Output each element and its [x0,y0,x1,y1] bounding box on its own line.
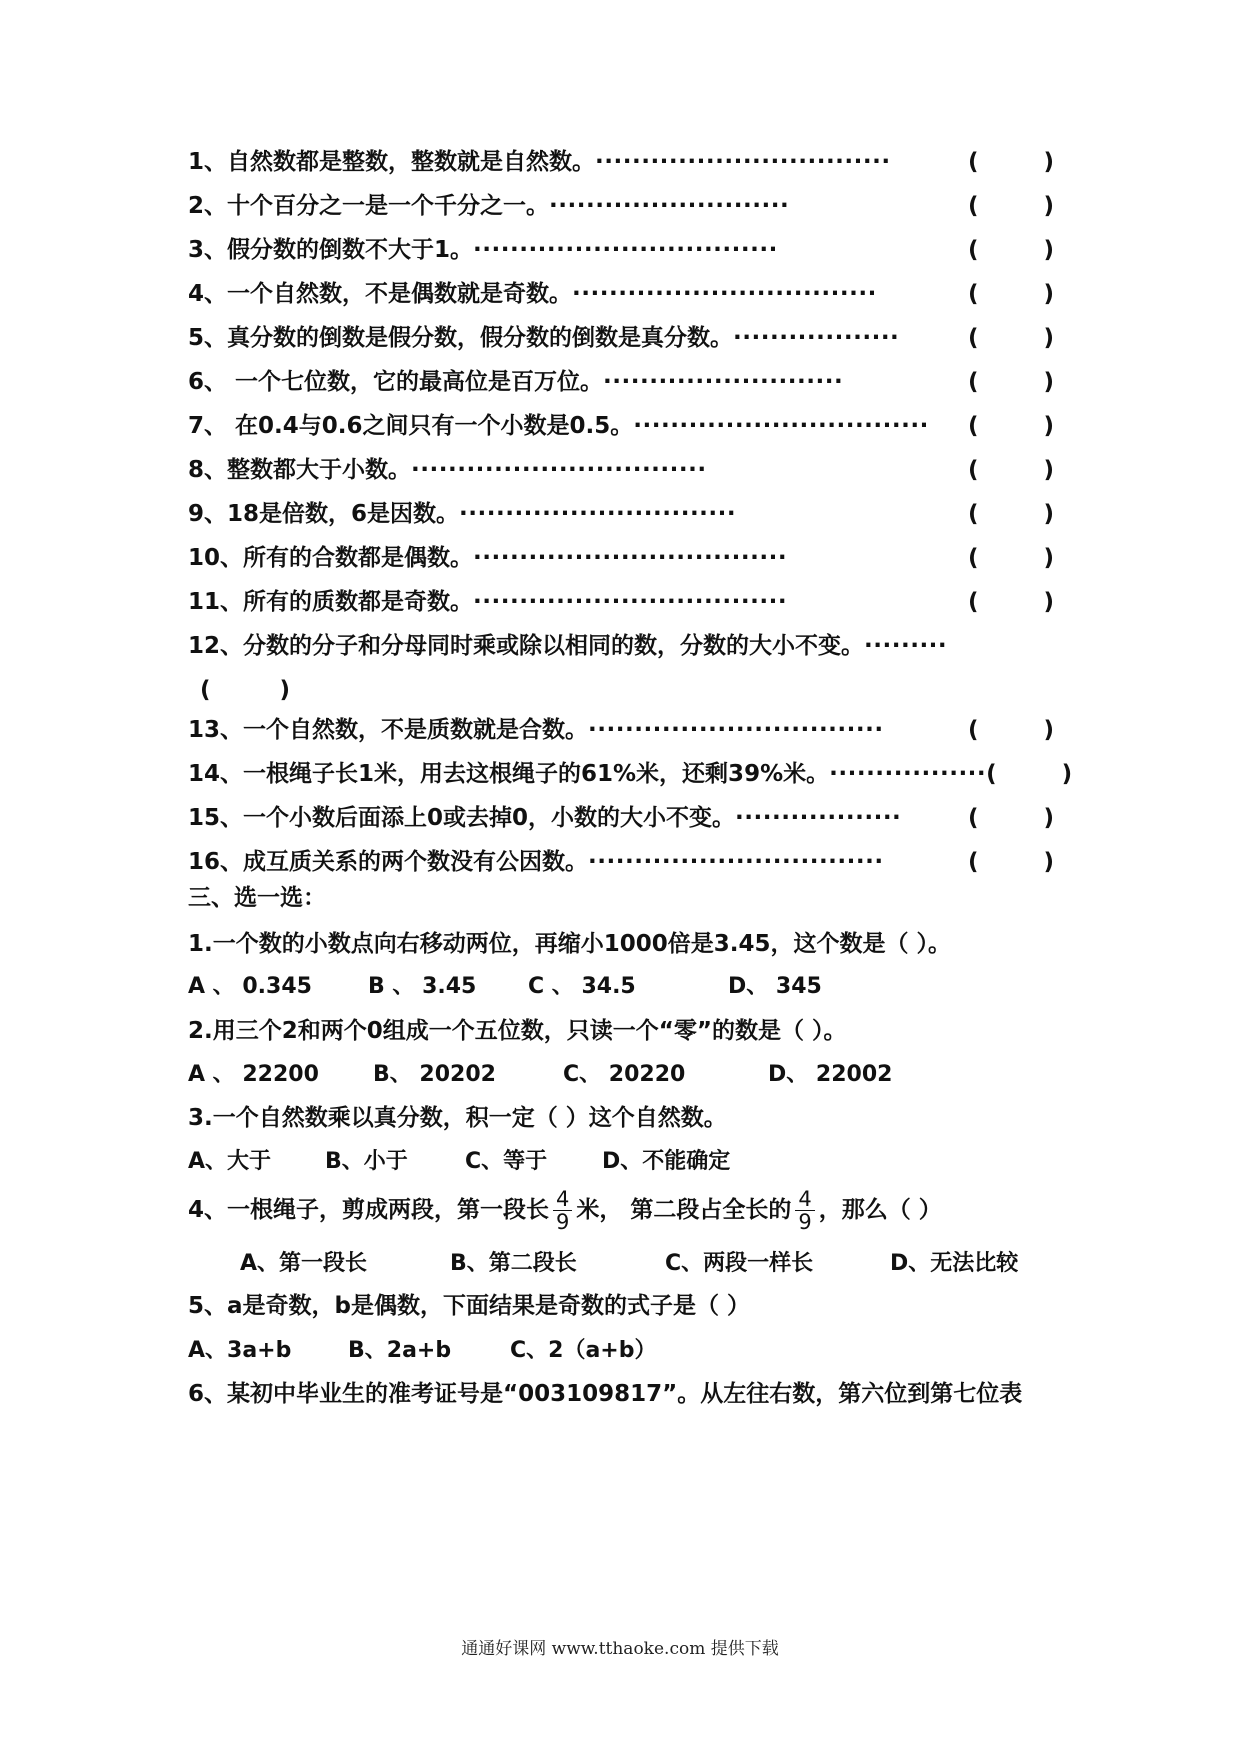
paren-open: ( [986,761,997,787]
leader-dots: ·························· [603,369,844,395]
paren-close: ) [1043,805,1054,831]
option-a: A 、 0.345 [188,974,312,999]
question-4-part3: ，那么（ ） [818,1197,942,1223]
paren-close: ) [1043,413,1054,439]
leader-dots: ································ [588,849,884,875]
item-text: 16、成互质关系的两个数没有公因数。 [188,849,589,875]
true-false-item [188,716,1054,744]
leader-dots: ······························ [459,501,737,527]
leader-dots: ·································· [473,545,788,571]
leader-dots: ································· [572,281,877,307]
answer-parentheses[interactable] [968,280,1054,308]
true-false-item [188,760,1073,788]
answer-parentheses[interactable] [968,848,1054,876]
paren-open: ( [968,281,979,307]
leader-dots: ·································· [473,589,788,615]
leader-dots: ································ [411,457,707,483]
true-false-item [188,588,1054,616]
paren-close: ) [1043,501,1054,527]
paren-open: ( [968,589,979,615]
answer-parentheses[interactable] [968,456,1054,484]
footer-download-note: 通通好课网 www.tthaoke.com 提供下载 [461,1639,779,1659]
option-a: A、3a+b [188,1338,292,1363]
option-d: D、 345 [728,974,822,999]
question-1: 1.一个数的小数点向右移动两位，再缩小1000倍是3.45，这个数是（ ）。 [188,931,952,957]
true-false-item [188,236,1054,264]
item-text: 2、十个百分之一是一个千分之一。 [188,193,550,219]
question-2: 2.用三个2和两个0组成一个五位数，只读一个“零”的数是（ ）。 [188,1018,847,1044]
true-false-item [188,192,1054,220]
paren-open: ( [968,413,979,439]
item-text: 13、一个自然数，不是质数就是合数。 [188,717,589,743]
item-text: 7、 在0.4与0.6之间只有一个小数是0.5。 [188,413,634,439]
option-d: D、不能确定 [602,1149,731,1174]
answer-parentheses[interactable] [968,192,1054,220]
item-text: 1、自然数都是整数，整数就是自然数。 [188,149,596,175]
paren-close: ) [279,677,290,703]
option-b: B、 20202 [373,1062,496,1087]
answer-parentheses[interactable] [968,544,1054,572]
paren-close: ) [1043,589,1054,615]
question-6: 6、某初中毕业生的准考证号是“003109817”。从左往右数，第六位到第七位表 [188,1381,1023,1407]
item-text: 9、18是倍数，6是因数。 [188,501,460,527]
option-a: A 、 22200 [188,1062,319,1087]
leader-dots: ································ [588,717,884,743]
paren-open: ( [200,677,211,703]
item-text: 15、一个小数后面添上0或去掉0，小数的大小不变。 [188,805,736,831]
true-false-item [188,848,1054,876]
true-false-item [188,456,1054,484]
answer-parentheses[interactable] [968,500,1054,528]
answer-parentheses[interactable] [968,804,1054,832]
paren-close: ) [1043,545,1054,571]
item-text: 4、一个自然数，不是偶数就是奇数。 [188,281,573,307]
true-false-item [188,368,1054,396]
leader-dots: ·························· [549,193,790,219]
answer-parentheses[interactable] [968,716,1054,744]
paren-open: ( [968,501,979,527]
option-c: C、 20220 [563,1062,686,1087]
fraction-four-ninths-2: $\frac{4}{9}$ [795,1188,814,1233]
paren-close: ) [1043,369,1054,395]
paren-open: ( [968,457,979,483]
question-5: 5、a是奇数，b是偶数，下面结果是奇数的式子是（ ） [188,1293,750,1319]
answer-parentheses[interactable] [968,588,1054,616]
leader-dots: ································ [595,149,891,175]
paren-close: ) [1043,325,1054,351]
option-a: A、大于 [188,1149,272,1174]
true-false-item [188,148,1054,176]
option-d: D、 22002 [768,1062,893,1087]
paren-close: ) [1043,457,1054,483]
paren-open: ( [968,717,979,743]
paren-close: ) [1043,193,1054,219]
option-a: A、第一段长 [240,1251,368,1276]
item-text: 12、分数的分子和分母同时乘或除以相同的数，分数的大小不变。 [188,633,865,659]
true-false-item [188,324,1054,352]
answer-parentheses[interactable] [986,760,1072,788]
question-4-part1: 4、一根绳子，剪成两段，第一段长 [188,1197,550,1223]
true-false-item [188,544,1054,572]
paren-close: ) [1043,149,1054,175]
paren-open: ( [968,149,979,175]
paren-close: ) [1043,281,1054,307]
item-text: 5、真分数的倒数是假分数，假分数的倒数是真分数。 [188,325,734,351]
leader-dots: ·················· [733,325,900,351]
paren-open: ( [968,805,979,831]
item-text: 8、整数都大于小数。 [188,457,412,483]
paren-open: ( [968,193,979,219]
question-4 [188,1186,942,1234]
paren-close: ) [1043,237,1054,263]
item-text: 6、 一个七位数，它的最高位是百万位。 [188,369,604,395]
question-4-part2: 米， 第二段占全长的 [576,1197,792,1223]
paren-open: ( [968,849,979,875]
paren-close: ) [1061,761,1073,787]
option-c: C、两段一样长 [665,1251,814,1276]
option-b: B、小于 [325,1149,408,1174]
answer-parentheses[interactable] [968,148,1054,176]
item-text: 11、所有的质数都是奇数。 [188,589,474,615]
leader-dots: ·················· [735,805,902,831]
paren-open: ( [968,325,979,351]
leader-dots: ································ [633,413,929,439]
option-c: C、2（a+b） [510,1338,657,1363]
answer-parentheses[interactable] [200,676,290,704]
option-b: B、2a+b [348,1338,452,1363]
true-false-item [188,632,1054,660]
leader-dots: ········· [864,633,948,659]
paren-open: ( [968,237,979,263]
paren-close: ) [1043,717,1054,743]
answer-parentheses[interactable] [968,324,1054,352]
option-b: B 、 3.45 [368,974,477,999]
item-text: 3、假分数的倒数不大于1。 [188,237,474,263]
paren-close: ) [1043,849,1054,875]
leader-dots: ················· [829,761,987,787]
option-b: B、第二段长 [450,1251,577,1276]
answer-parentheses[interactable] [968,368,1054,396]
true-false-item [188,804,1054,832]
leader-dots: ································· [473,237,778,263]
option-c: C、等于 [465,1149,548,1174]
section-title: 三、选一选： [188,885,326,911]
true-false-item [188,280,1054,308]
paren-open: ( [968,545,979,571]
question-3: 3.一个自然数乘以真分数，积一定（ ）这个自然数。 [188,1105,727,1131]
option-d: D、无法比较 [890,1251,1019,1276]
true-false-item [188,412,1054,440]
item-text: 10、所有的合数都是偶数。 [188,545,474,571]
true-false-item [188,500,1054,528]
fraction-four-ninths: $\frac{4}{9}$ [553,1188,572,1233]
item-text: 14、一根绳子长1米，用去这根绳子的61%米，还剩39%米。 [188,761,830,787]
option-c: C 、 34.5 [528,974,636,999]
paren-open: ( [968,369,979,395]
answer-parentheses[interactable] [968,236,1054,264]
answer-parentheses[interactable] [968,412,1054,440]
